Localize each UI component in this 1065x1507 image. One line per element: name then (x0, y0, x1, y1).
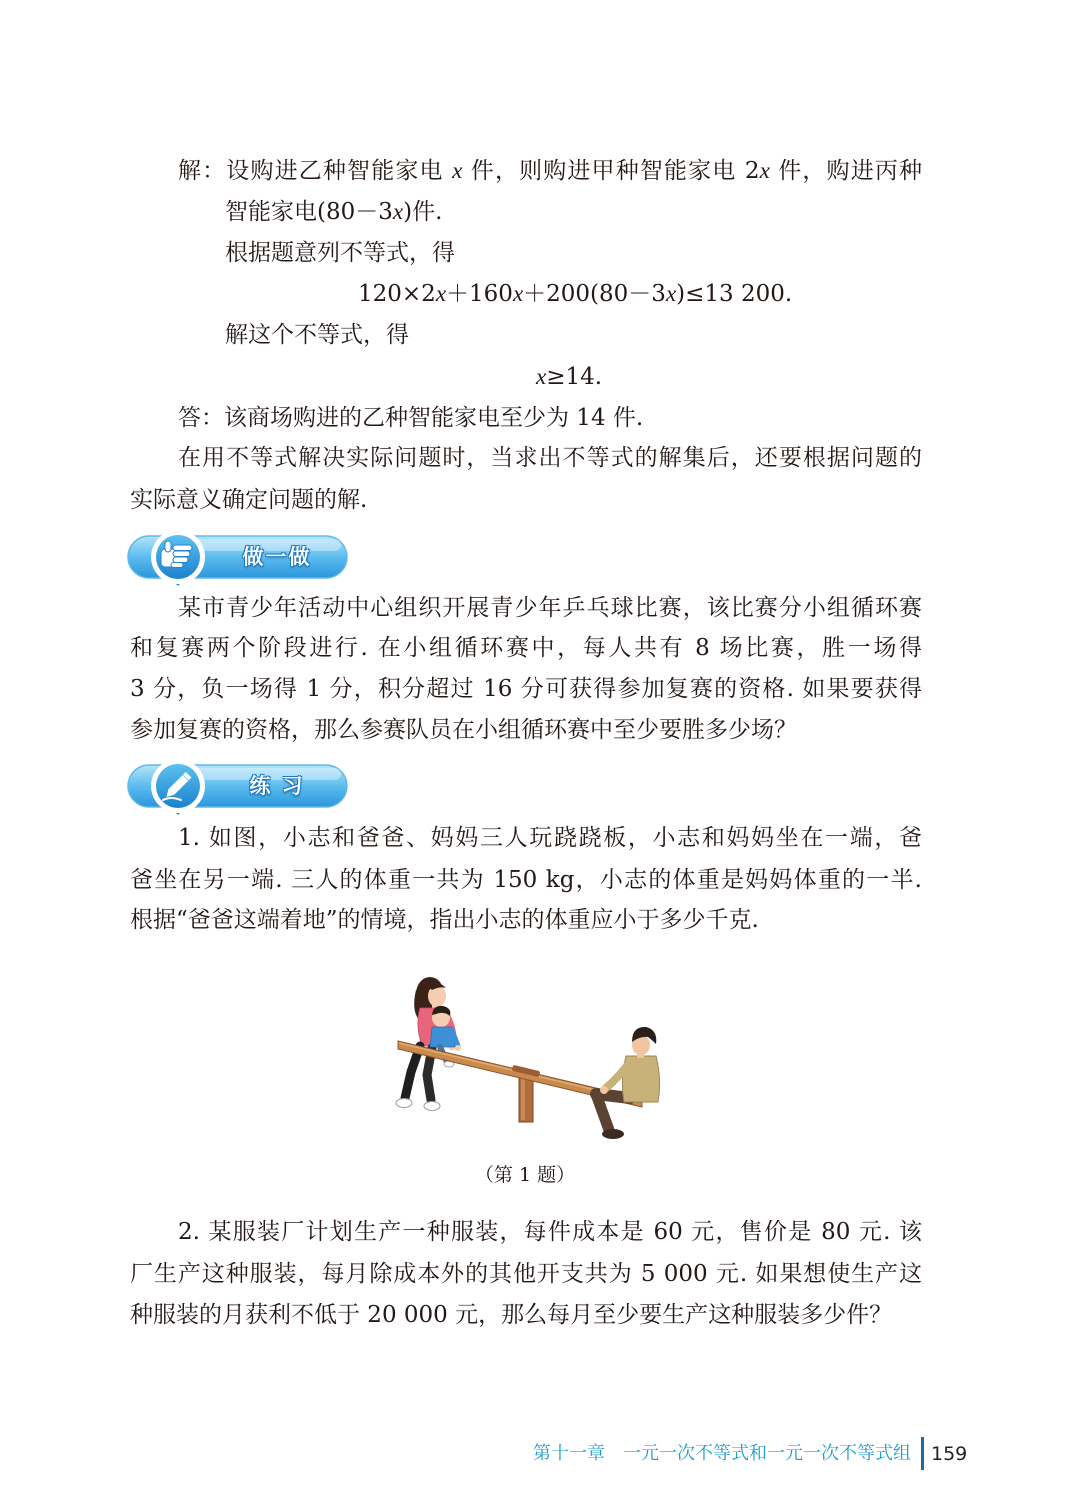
solution-line: 解这个不等式，得 (225, 322, 409, 348)
solution-line: 解：设购进乙种智能家电 x 件，则购进甲种智能家电 2x 件，购进丙种 (178, 158, 922, 184)
math-variable: x (435, 281, 447, 306)
page-number: 159 (931, 1443, 968, 1465)
exercise-line: 根据“爸爸这端着地”的情境，指出小志的体重应小于多少千克. (130, 907, 759, 933)
father-figure (596, 1027, 660, 1139)
solution-answer: 答：该商场购进的乙种智能家电至少为 14 件. (178, 405, 644, 431)
inequality-result: x≥14. (536, 364, 603, 390)
activity-line: 和复赛两个阶段进行. 在小组循环赛中，每人共有 8 场比赛，胜一场得 (130, 635, 922, 661)
exercise-line: 2. 某服装厂计划生产一种服装，每件成本是 60 元，售价是 80 元. 该 (178, 1219, 922, 1245)
note-line: 实际意义确定问题的解. (130, 487, 368, 513)
math-variable: x (512, 281, 524, 306)
exercise-line: 爸坐在另一端. 三人的体重一共为 150 kg，小志的体重是妈妈体重的一半. (130, 867, 922, 893)
exercise-badge (125, 758, 351, 820)
solution-line: 智能家电(80－3x)件. (225, 199, 443, 225)
chapter-title: 第十一章 一元一次不等式和一元一次不等式组 (533, 1443, 911, 1464)
exercise-line: 厂生产这种服装，每月除成本外的其他开支共为 5 000 元. 如果想使生产这 (130, 1261, 922, 1287)
activity-badge (125, 529, 351, 591)
solution-line: 根据题意列不等式，得 (225, 240, 455, 266)
exercise-line: 种服装的月获利不低于 20 000 元，那么每月至少要生产这种服装多少件？ (130, 1302, 893, 1328)
activity-line: 参加复赛的资格，那么参赛队员在小组循环赛中至少要胜多少场？ (130, 717, 797, 743)
math-variable: x (536, 364, 547, 389)
exercise-badge-label: 练 习 (249, 774, 305, 798)
activity-line: 3 分，负一场得 1 分，积分超过 16 分可获得参加复赛的资格. 如果要获得 (130, 676, 922, 702)
math-variable: x (665, 281, 677, 306)
math-variable: x (759, 158, 770, 183)
math-variable: x (452, 158, 463, 183)
seesaw-illustration (390, 970, 675, 1150)
inequality: 120×2x＋160x＋200(80－3x)≤13 200. (358, 281, 793, 307)
figure-caption: （第 1 题） (474, 1164, 576, 1186)
exercise-line: 1. 如图，小志和爸爸、妈妈三人玩跷跷板，小志和妈妈坐在一端，爸 (178, 825, 922, 851)
footer-divider (921, 1437, 924, 1470)
activity-badge-label: 做一做 (242, 545, 312, 569)
math-variable: x (392, 199, 404, 224)
note-line: 在用不等式解决实际问题时，当求出不等式的解集后，还要根据问题的 (178, 445, 922, 471)
activity-line: 某市青少年活动中心组织开展青少年乒乓球比赛，该比赛分小组循环赛 (178, 595, 922, 621)
